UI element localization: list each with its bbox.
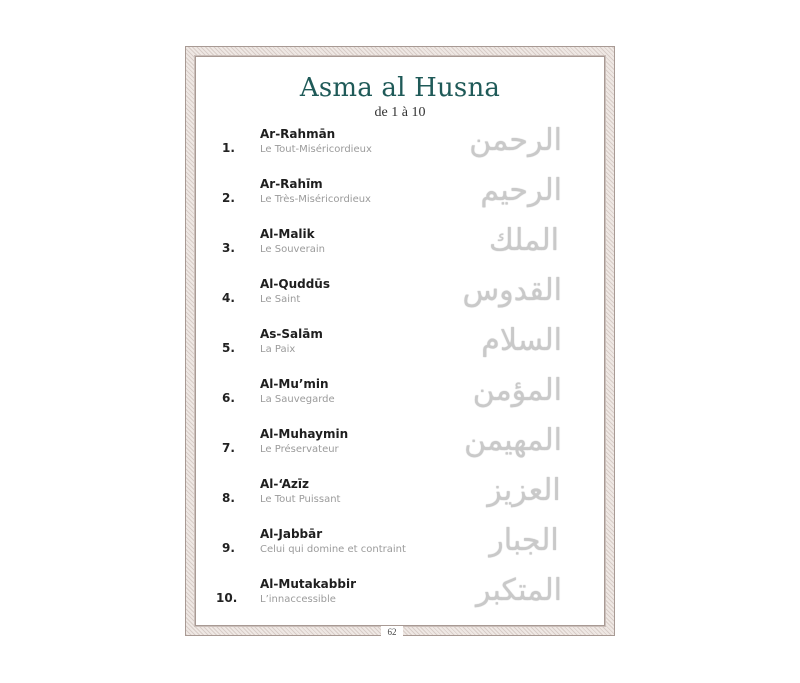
list-item: [196, 323, 606, 371]
list-item: [196, 173, 606, 221]
item-name: As-Salām: [260, 327, 323, 341]
page-subtitle: de 1 à 10: [374, 105, 426, 120]
arabic-calligraphy: القدوس: [462, 273, 562, 308]
item-name: Al-Quddūs: [260, 277, 330, 291]
arabic-calligraphy: العزيز: [487, 473, 561, 508]
item-number: 7.: [222, 441, 235, 455]
list-item: [196, 273, 606, 321]
book-page: [185, 46, 615, 636]
item-name: Ar-Rahmān: [260, 127, 336, 141]
item-meaning: Le Tout Puissant: [260, 494, 341, 505]
item-number: 4.: [222, 291, 235, 305]
list-item: [196, 223, 606, 271]
arabic-calligraphy: الملك: [488, 223, 560, 258]
item-number: 10.: [216, 591, 238, 605]
item-number: 9.: [222, 541, 235, 555]
page-content: [195, 56, 605, 626]
item-meaning: La Sauvegarde: [260, 394, 335, 405]
list-item: [196, 573, 606, 621]
item-meaning: Le Saint: [260, 294, 301, 305]
arabic-calligraphy: الجبار: [489, 523, 559, 558]
page-number: 62: [381, 626, 403, 638]
item-meaning: L’innaccessible: [260, 594, 336, 605]
item-number: 3.: [222, 241, 235, 255]
item-number: 2.: [222, 191, 235, 205]
item-meaning: Le Souverain: [260, 244, 325, 255]
item-name: Al-‘Azīz: [260, 477, 309, 491]
item-meaning: Celui qui domine et contraint: [260, 544, 406, 555]
item-number: 5.: [222, 341, 235, 355]
arabic-calligraphy: السلام: [481, 323, 562, 358]
item-number: 1.: [222, 141, 235, 155]
item-name: Al-Mu’min: [260, 377, 329, 391]
list-item: [196, 123, 606, 171]
item-meaning: Le Préservateur: [260, 444, 339, 455]
item-number: 6.: [222, 391, 235, 405]
arabic-calligraphy: المؤمن: [472, 373, 562, 408]
item-name: Al-Malik: [260, 227, 315, 241]
page-title: Asma al Husna: [299, 73, 501, 103]
item-name: Ar-Rahīm: [260, 177, 323, 191]
item-name: Al-Jabbār: [260, 527, 323, 541]
list-item: [196, 373, 606, 421]
arabic-calligraphy: الرحمن: [469, 123, 562, 158]
item-name: Al-Mutakabbir: [260, 577, 356, 591]
item-meaning: Le Tout-Miséricordieux: [260, 144, 372, 155]
item-number: 8.: [222, 491, 235, 505]
arabic-calligraphy: الرحيم: [480, 173, 562, 208]
item-name: Al-Muhaymin: [260, 427, 349, 441]
arabic-calligraphy: المهيمن: [464, 423, 562, 458]
item-meaning: Le Très-Miséricordieux: [260, 194, 371, 205]
item-meaning: La Paix: [260, 344, 296, 355]
list-item: [196, 423, 606, 471]
list-item: [196, 473, 606, 521]
arabic-calligraphy: المتكبر: [475, 573, 562, 608]
list-item: [196, 523, 606, 571]
